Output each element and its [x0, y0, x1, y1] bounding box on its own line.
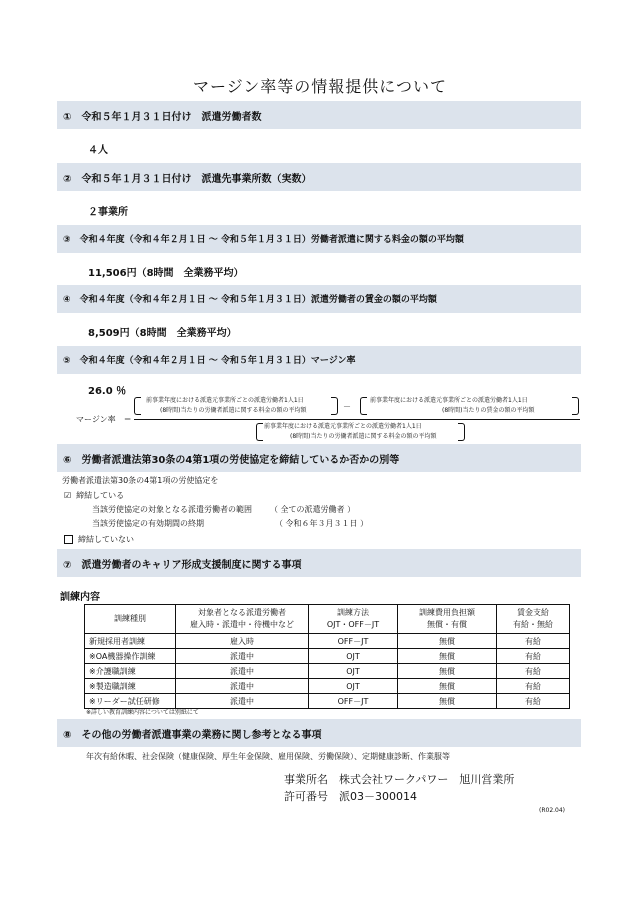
other-info: 年次有給休暇、社会保険（健康保険、厚生年金保険、雇用保険、労働保険）、定期健康診断、作業服等	[86, 752, 450, 761]
table-row	[85, 664, 570, 679]
agreement-scope-label: 当該労使協定の対象となる派遣労働者の範囲	[92, 505, 252, 514]
table-cell: 無償	[398, 679, 497, 694]
section-7-header: ⑦ 派遣労働者のキャリア形成支援制度に関する事項	[57, 549, 581, 577]
section-8-header: ⑧ その他の労働者派遣事業の業務に関し参考となる事項	[57, 719, 581, 747]
column-header: 訓練費用負担額 無償・有償	[398, 605, 497, 634]
section-1-header: ① 令和５年１月３１日付け 派遣労働者数	[57, 101, 581, 129]
column-header: 訓練方法 OJT・OFF－JT	[309, 605, 398, 634]
training-table	[84, 604, 570, 709]
table-cell: ※リーダー試任研修	[85, 694, 176, 709]
table-cell: 無償	[398, 649, 497, 664]
table-cell: 派遣中	[176, 649, 309, 664]
table-cell: OFF－JT	[309, 694, 398, 709]
section-6-header: ⑥ 労働者派遣法第30条の4第1項の労使協定を締結しているか否かの別等	[57, 444, 581, 472]
formula-den-line2: (8時間)当たりの労働者派遣に関する料金の額の平均額	[290, 433, 437, 440]
page-title: マージン率等の情報提供について	[193, 77, 447, 96]
training-heading: 訓練内容	[60, 592, 100, 603]
table-cell: 有給	[497, 664, 570, 679]
document-code: (R02.04)	[539, 807, 566, 814]
formula-bracket	[134, 397, 141, 415]
formula-bracket	[458, 423, 465, 441]
formula-bracket	[360, 397, 367, 415]
table-cell: 無償	[398, 634, 497, 649]
formula-minus: －	[343, 402, 351, 411]
section-1-value: ４人	[88, 145, 108, 156]
table-cell: 派遣中	[176, 694, 309, 709]
table-row	[85, 634, 570, 649]
formula-bracket	[256, 423, 263, 441]
table-cell: 有給	[497, 679, 570, 694]
table-row	[85, 694, 570, 709]
agreement-scope-value: （ 全ての派遣労働者 ）	[270, 505, 356, 514]
column-header: 賃金支給 有給・無給	[497, 605, 570, 634]
section-3-value: 11,506円（8時間 全業務平均）	[88, 268, 244, 279]
table-cell: OFF－JT	[309, 634, 398, 649]
table-cell: 派遣中	[176, 664, 309, 679]
formula-den-line1: 前事業年度における派遣元事業所ごとの派遣労働者1人1日	[264, 423, 422, 430]
table-cell: 派遣中	[176, 679, 309, 694]
office-name: 事業所名 株式会社ワークパワー 旭川営業所	[284, 773, 515, 786]
formula-bracket	[572, 397, 579, 415]
column-header: 訓練種別	[85, 605, 176, 634]
section-4-value: 8,509円（8時間 全業務平均）	[88, 328, 237, 339]
section-5-value: 26.0 ％	[88, 386, 127, 397]
formula-wage-line2: (8時間)当たりの賃金の額の平均額	[442, 407, 535, 414]
section-2-value: ２事業所	[88, 207, 128, 218]
formula-fee-line1: 前事業年度における派遣元事業所ごとの派遣労働者1人1日	[146, 397, 304, 404]
formula-label: マージン率 ＝	[76, 415, 132, 424]
section-3-header: ③ 令和４年度（令和４年２月１日 ～ 令和５年１月３１日）労働者派遣に関する料金の額の平均額	[57, 225, 581, 253]
table-cell: 無償	[398, 664, 497, 679]
agreement-expiry-label: 当該労使協定の有効期間の終期	[92, 519, 204, 528]
checked-box-icon: ☑	[64, 491, 72, 500]
table-cell: 有給	[497, 694, 570, 709]
table-cell: OJT	[309, 664, 398, 679]
agreement-option-not-concluded: 締結していない	[64, 534, 134, 545]
checkbox-icon	[64, 535, 73, 544]
formula-bracket	[331, 397, 338, 415]
formula-wage-line1: 前事業年度における派遣元事業所ごとの派遣労働者1人1日	[370, 397, 528, 404]
table-cell: 有給	[497, 649, 570, 664]
table-cell: 雇入時	[176, 634, 309, 649]
table-cell: ※OA機器操作訓練	[85, 649, 176, 664]
agreement-expiry-value: （ 令和６年３月３１日 ）	[275, 519, 369, 528]
table-row	[85, 649, 570, 664]
table-cell: ※製造職訓練	[85, 679, 176, 694]
table-cell: 新規採用者訓練	[85, 634, 176, 649]
formula-fee-line2: (8時間)当たりの労働者派遣に関する料金の額の平均額	[160, 407, 307, 414]
section-5-header: ⑤ 令和４年度（令和４年２月１日 ～ 令和５年１月３１日）マージン率	[57, 346, 581, 374]
section-4-header: ④ 令和４年度（令和４年２月１日 ～ 令和５年１月３１日）派遣労働者の賃金の額の平均額	[57, 285, 581, 313]
column-header: 対象者となる派遣労働者 雇入時・派遣中・待機中など	[176, 605, 309, 634]
training-note: ※詳しい教育訓練内容については別紙にて	[86, 709, 199, 716]
agreement-intro: 労働者派遣法第30条の4第1項の労使協定を	[62, 476, 219, 485]
table-row	[85, 679, 570, 694]
fraction-bar	[134, 419, 580, 420]
table-cell: 有給	[497, 634, 570, 649]
agreement-option-concluded: ☑ 締結している	[64, 491, 125, 500]
section-2-header: ② 令和５年１月３１日付け 派遣先事業所数（実数）	[57, 163, 581, 191]
permit-number: 許可番号 派03－300014	[284, 790, 417, 803]
table-cell: OJT	[309, 649, 398, 664]
table-header-row	[85, 605, 570, 634]
table-cell: ※介護職訓練	[85, 664, 176, 679]
table-cell: OJT	[309, 679, 398, 694]
table-cell: 無償	[398, 694, 497, 709]
